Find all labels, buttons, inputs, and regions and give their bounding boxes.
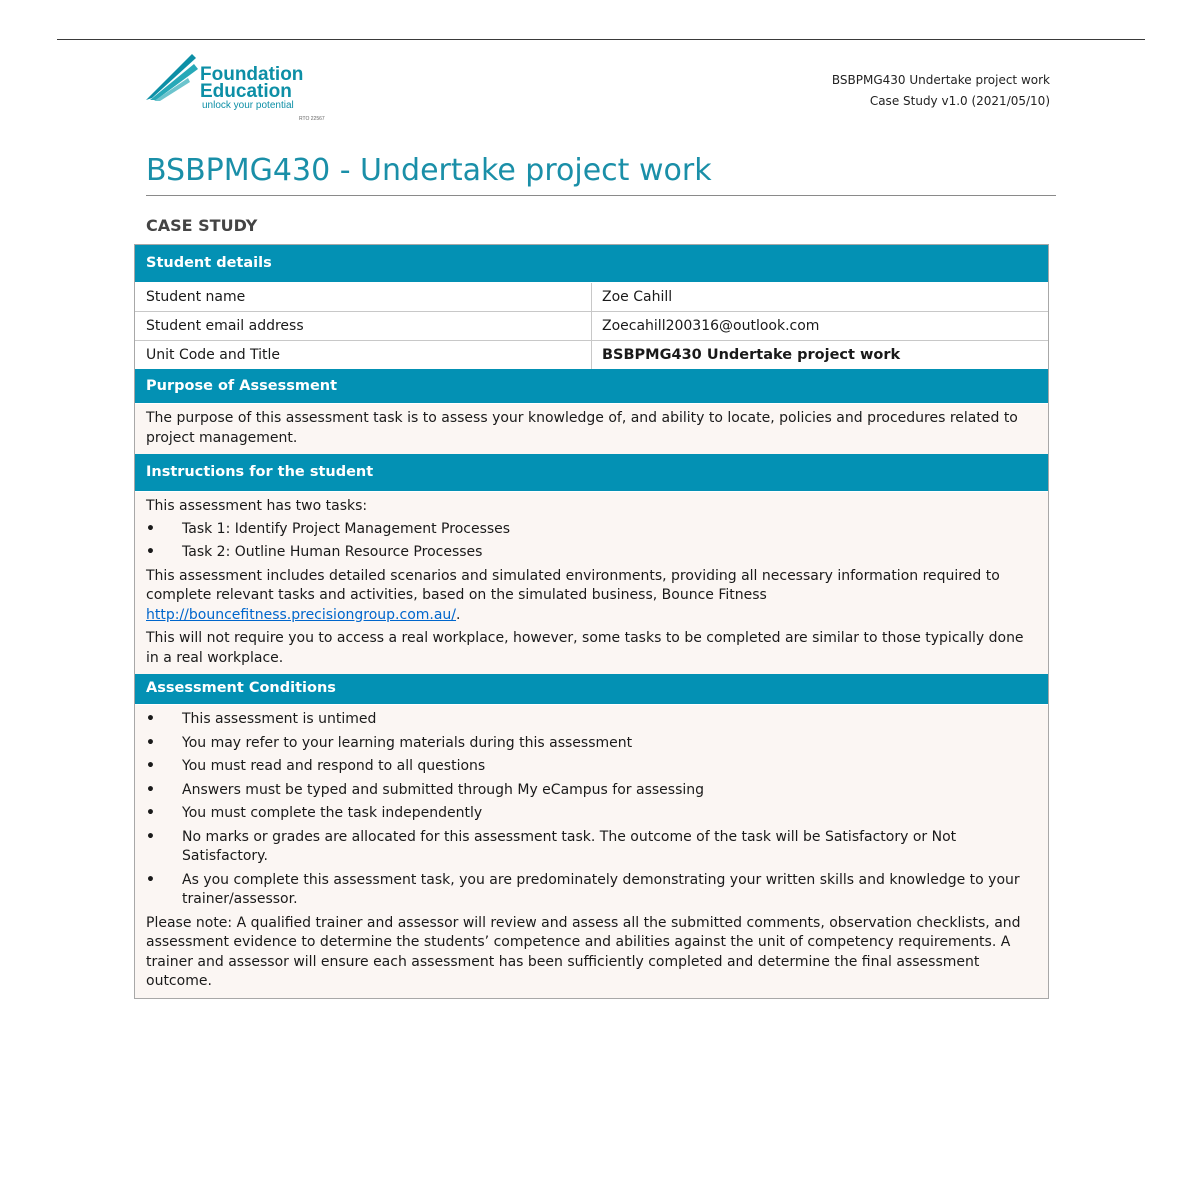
list-item: • Task 1: Identify Project Management Processes — [146, 520, 1037, 540]
list-item: • Answers must be typed and submitted through My eCampus for assessing — [146, 781, 1037, 801]
row-value: Zoecahill200316@outlook.com — [602, 318, 820, 334]
row-label: Student email address — [135, 312, 592, 340]
purpose-body — [135, 404, 1048, 454]
row-value: BSBPMG430 Undertake project work — [602, 347, 901, 363]
instructions-intro: This assessment has two tasks: — [146, 498, 368, 514]
table-row — [135, 312, 1048, 341]
bounce-fitness-link[interactable]: http://bouncefitness.precisiongroup.com.au/ — [146, 606, 457, 623]
conditions-note: Please note: A qualified trainer and assessor will review and assess all the submitted comments, observation checklists, and assessment evidence to determine the students’ competence and abilities against the unit of competency requirements. A trainer and assessor will ensure each assessment has been sufficiently completed and determine the final assessment outcome. — [146, 914, 1021, 989]
conditions-list — [146, 710, 1037, 910]
instructions-body — [135, 492, 1048, 674]
header-unit: BSBPMG430 Undertake project work — [831, 73, 1050, 87]
list-item: • Task 2: Outline Human Resource Processes — [146, 543, 1037, 563]
assessment-table — [134, 244, 1049, 999]
task-list — [146, 520, 1037, 563]
row-label: Unit Code and Title — [135, 341, 592, 369]
page-title: BSBPMG430 - Undertake project work — [146, 153, 712, 188]
instructions-paragraph-2: This will not require you to access a real workplace, however, some tasks to be completed are similar to those typically done in a real workplace. — [146, 630, 1024, 666]
quill-logo-icon — [144, 52, 204, 102]
header-version: Case Study v1.0 (2021/05/10) — [869, 94, 1050, 108]
purpose-heading: Purpose of Assessment — [135, 369, 1048, 404]
instructions-text: This assessment includes detailed scenarios and simulated environments, providing all necessary information required to complete relevant tasks and activities, based on the simulated business, Bounce Fitness — [146, 567, 1000, 603]
list-item: • You must read and respond to all questions — [146, 757, 1037, 777]
table-row — [135, 283, 1048, 312]
row-label: Student name — [135, 283, 592, 311]
top-rule — [57, 39, 1145, 40]
conditions-body — [135, 705, 1048, 998]
logo-line2: Education — [200, 81, 292, 102]
title-rule — [146, 195, 1056, 196]
foundation-education-logo — [144, 52, 364, 126]
list-item: • This assessment is untimed — [146, 710, 1037, 730]
list-item: • You must complete the task independently — [146, 804, 1037, 824]
instructions-suffix: . — [456, 606, 461, 623]
document-header-info — [832, 70, 1050, 112]
table-row — [135, 341, 1048, 369]
row-value: Zoe Cahill — [602, 289, 673, 305]
logo-tagline: unlock your potential — [202, 100, 294, 111]
purpose-text: The purpose of this assessment task is to assess your knowledge of, and ability to locate, policies and procedures related to project management. — [146, 410, 1018, 446]
conditions-heading: Assessment Conditions — [135, 674, 1048, 705]
logo-line1: Foundation — [200, 64, 304, 85]
list-item: • You may refer to your learning materials during this assessment — [146, 734, 1037, 754]
instructions-paragraph — [146, 567, 1037, 626]
logo-rto: RTO 22567 — [299, 116, 325, 122]
list-item: • No marks or grades are allocated for this assessment task. The outcome of the task will be Satisfactory or Not Satisfactory. — [146, 828, 1037, 867]
student-details-heading: Student details — [135, 245, 1048, 283]
instructions-heading: Instructions for the student — [135, 454, 1048, 492]
list-item: • As you complete this assessment task, you are predominately demonstrating your written skills and knowledge to your trainer/assessor. — [146, 871, 1037, 910]
section-subtitle: CASE STUDY — [146, 216, 258, 235]
